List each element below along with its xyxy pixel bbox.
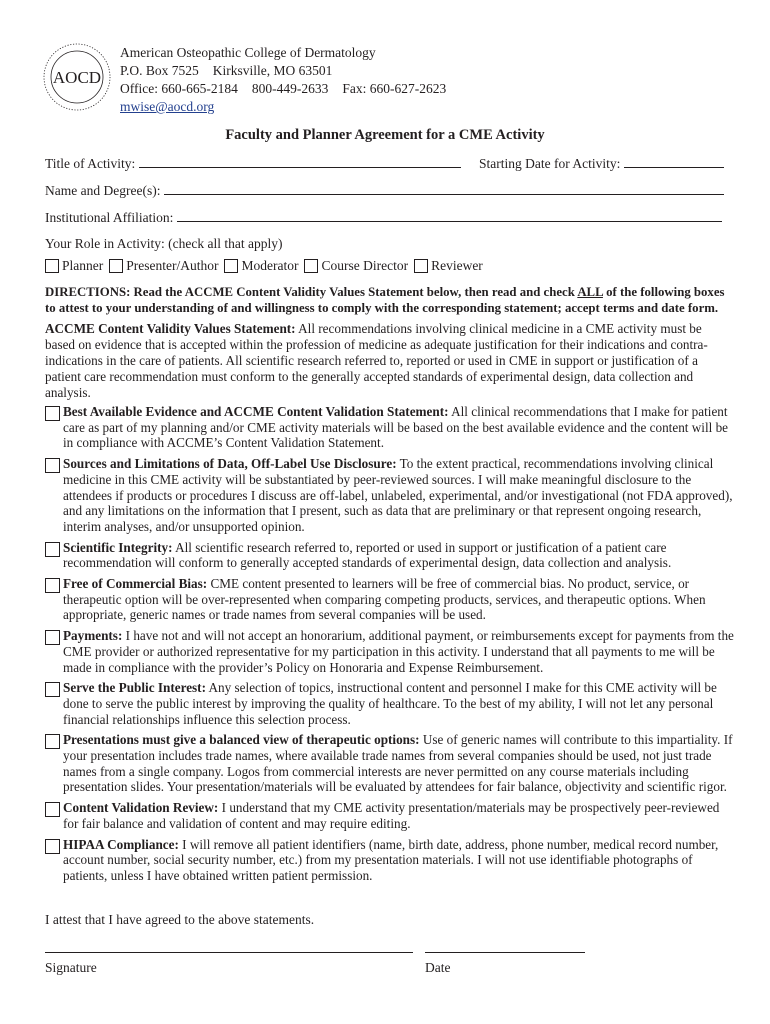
tollfree-phone: 800-449-2633 bbox=[251, 81, 329, 96]
checkbox[interactable] bbox=[224, 259, 238, 273]
starting-date-label: Starting Date for Activity: bbox=[479, 156, 621, 171]
role-presenter-author[interactable]: Presenter/Author bbox=[109, 258, 218, 274]
attestation-text: I attest that I have agreed to the above statements. bbox=[45, 912, 315, 927]
signature-field[interactable] bbox=[45, 952, 413, 953]
checkbox[interactable] bbox=[45, 839, 60, 854]
svg-text:AOCD: AOCD bbox=[52, 68, 102, 87]
checkbox[interactable] bbox=[45, 458, 60, 473]
checkbox[interactable] bbox=[304, 259, 318, 273]
po-box: P.O. Box 7525 bbox=[120, 63, 199, 78]
title-of-activity-label: Title of Activity: bbox=[45, 156, 136, 171]
title-of-activity-field[interactable] bbox=[139, 155, 461, 168]
fax-number: Fax: 660-627-2623 bbox=[342, 81, 447, 96]
starting-date-row bbox=[479, 155, 724, 172]
checkbox[interactable] bbox=[45, 542, 60, 557]
agreement-item-public-interest: Serve the Public Interest: Any selection of topics, instructional content and personnel I make for this CME activity will be done to serve the public interest by improving the quality of healthcare. To the best of my ability, I will not let any personal financial relationships influence this selection process. bbox=[45, 680, 735, 727]
date-field[interactable] bbox=[425, 952, 585, 953]
email-link[interactable]: mwise@aocd.org bbox=[120, 99, 215, 114]
directions: DIRECTIONS: Read the ACCME Content Validity Values Statement below, then read and check ALL of the following boxes to attest to your understanding of and willingness to comply with the corresponding statement; accept terms and date form. bbox=[45, 285, 725, 315]
checkbox[interactable] bbox=[45, 734, 60, 749]
checkbox[interactable] bbox=[45, 578, 60, 593]
title-of-activity-row bbox=[45, 155, 461, 172]
name-degree-field[interactable] bbox=[164, 182, 724, 195]
role-checkboxes bbox=[45, 258, 489, 274]
form-title: Faculty and Planner Agreement for a CME Activity bbox=[225, 127, 545, 143]
agreement-item-sources-limitations: Sources and Limitations of Data, Off-Label Use Disclosure: To the extent practical, recommendations involving clinical medicine in this CME activity will be substantiated by peer-reviewed sources. I will make meaningful disclosure to the attendees if products or procedures I discuss are off-label, unlabeled, experimental, and/or investigational (not FDA approved), and any limitations on the information that I present, such as data that are preliminary or that represent ongoing research, interim analyses, and/or unsupported opinion. bbox=[45, 456, 735, 535]
role-prompt: Your Role in Activity: (check all that apply) bbox=[45, 236, 283, 251]
accme-statement-heading: ACCME Content Validity Values Statement: bbox=[45, 321, 296, 336]
letterhead bbox=[120, 44, 446, 116]
signature-label: Signature bbox=[45, 960, 97, 975]
agreement-item-commercial-bias: Free of Commercial Bias: CME content presented to learners will be free of commercial bias. No product, service, or therapeutic option will be over-represented when comparing competing products, services, and therapeutic options. When appropriate, generic names or trade names from several companies will be used. bbox=[45, 576, 735, 623]
affiliation-field[interactable] bbox=[177, 209, 722, 222]
role-reviewer[interactable]: Reviewer bbox=[414, 258, 483, 274]
date-label: Date bbox=[425, 960, 451, 975]
role-moderator[interactable]: Moderator bbox=[224, 258, 298, 274]
starting-date-field[interactable] bbox=[624, 155, 724, 168]
checkbox[interactable] bbox=[414, 259, 428, 273]
agreement-item-content-validation: Content Validation Review: I understand that my CME activity presentation/materials may be prospectively peer-reviewed for fair balance and validation of content and may require editing. bbox=[45, 800, 735, 831]
office-phone: Office: 660-665-2184 bbox=[120, 81, 238, 96]
phone-line bbox=[120, 80, 446, 98]
agreement-item-best-evidence: Best Available Evidence and ACCME Content Validation Statement: All clinical recommendations that I make for patient care as part of my planning and/or CME activity materials will be based on the best available evidence and the content will be in compliance with ACCME’s Content Validation Statement. bbox=[45, 404, 735, 451]
name-degree-label: Name and Degree(s): bbox=[45, 183, 161, 198]
agreement-checklist bbox=[45, 404, 735, 889]
affiliation-label: Institutional Affiliation: bbox=[45, 210, 174, 225]
accme-statement-body: All recommendations involving clinical medicine in a CME activity must be based on evidence that is accepted within the profession of medicine as adequate justification for their indications and contra-indications in the care of patients. All scientific research referred to, reported or used in CME in support or justification of a patient care recommendation must conform to the generally accepted standards of experimental design, data collection and analysis. bbox=[45, 321, 708, 400]
agreement-item-balanced-view: Presentations must give a balanced view of therapeutic options: Use of generic names will contribute to this impartiality. If your presentation includes trade names, where available trade names from several companies should be used, not just trade names from a single company. Logos from commercial interests are never permitted on any course materials including presentation slides. Your presentation/materials will be evaluated by attendees for fair balance, objectivity and scientific rigor. bbox=[45, 732, 735, 795]
address-line bbox=[120, 62, 446, 80]
checkbox[interactable] bbox=[45, 802, 60, 817]
affiliation-row bbox=[45, 209, 722, 226]
checkbox[interactable] bbox=[45, 630, 60, 645]
role-course-director[interactable]: Course Director bbox=[304, 258, 408, 274]
role-planner[interactable]: Planner bbox=[45, 258, 103, 274]
agreement-item-payments: Payments: I have not and will not accept an honorarium, additional payment, or reimbursements except for payments from the CME provider or authorized representative for my participation in this activity. I understand that all payments to me will be made in compliance with the provider’s Policy on Honoraria and Expense Reimbursement. bbox=[45, 628, 735, 675]
checkbox[interactable] bbox=[109, 259, 123, 273]
checkbox[interactable] bbox=[45, 406, 60, 421]
checkbox[interactable] bbox=[45, 682, 60, 697]
agreement-item-hipaa: HIPAA Compliance: I will remove all patient identifiers (name, birth date, address, phone number, medical record number, account number, social security number, etc.) from my presentation materials. I will not use identifiable photographs of patients, unless I have obtained written patient permission. bbox=[45, 837, 735, 884]
checkbox[interactable] bbox=[45, 259, 59, 273]
aocd-seal-logo bbox=[42, 42, 112, 112]
agreement-item-scientific-integrity: Scientific Integrity: All scientific research referred to, reported or used in support or justification of a patient care recommendation will conform to generally accepted standards of experimental design, data collection and analysis. bbox=[45, 540, 735, 571]
name-degree-row bbox=[45, 182, 724, 199]
accme-statement bbox=[45, 321, 735, 401]
org-name: American Osteopathic College of Dermatology bbox=[120, 45, 376, 60]
city: Kirksville, MO 63501 bbox=[212, 63, 333, 78]
